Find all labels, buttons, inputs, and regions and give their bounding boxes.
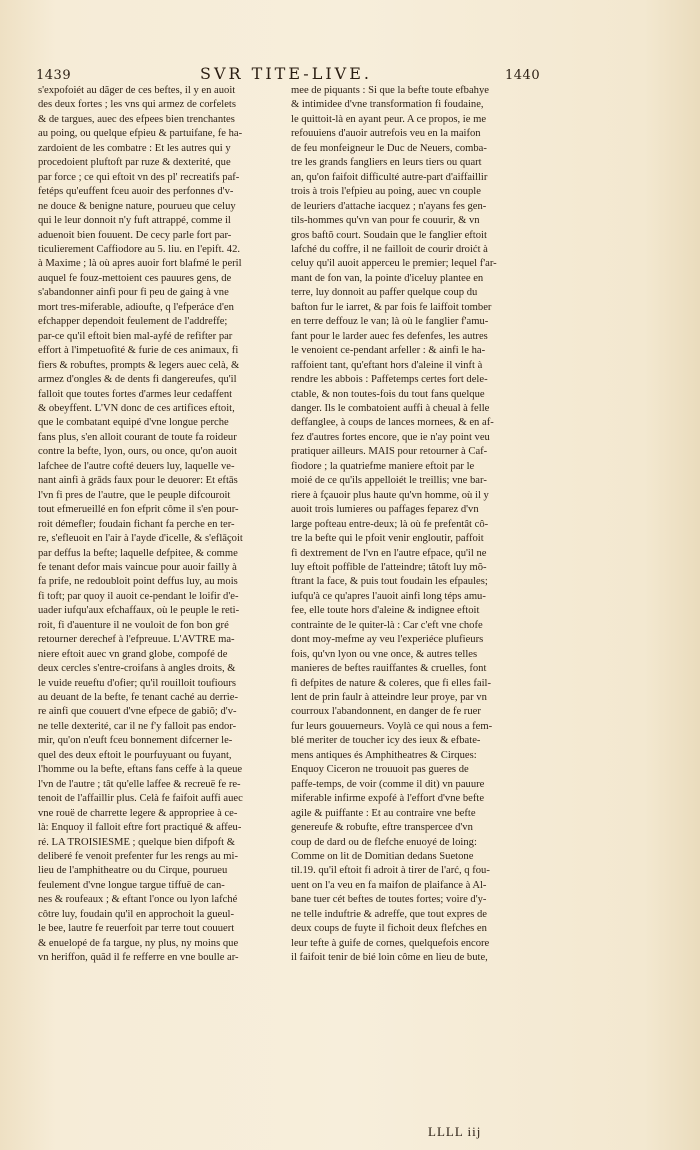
text-line: paffe-temps, de voir (comme il dit) vn pauure <box>291 778 485 790</box>
text-line: mens antiques és Amphitheatres & Cirques: <box>291 749 477 761</box>
text-line: nant ainfi à grāds faux pour le deuorer: Et eftās <box>38 475 238 487</box>
text-line: fi dextrement de l'vn en l'autre efpace, qu'il ne <box>291 547 487 559</box>
text-line: en terre deffouz le van; là où le fanglier f'amu- <box>291 316 489 328</box>
text-line: roit, fi d'auenture il ne vouloit de fon bon gré <box>38 619 229 631</box>
text-line: blé meriter de toucher icy des ieux & efbate- <box>291 735 481 747</box>
text-line: trois à trois l'efpieu au poing, auec vn couple <box>291 186 481 198</box>
left-text-column <box>38 84 270 966</box>
text-line: lieu de l'amphitheatre ou du Cirque, pourueu <box>38 865 228 877</box>
text-line: fans plus, s'en alloit courant de toute fa roideur <box>38 431 237 443</box>
text-line: zardoient de les combatre : Et les autres qui y <box>38 142 231 154</box>
text-line: fiodore ; la quatriefme maniere eftoit par le <box>291 460 475 472</box>
text-line: ctable, & non toutes-fois du tout fans quelque <box>291 388 485 400</box>
text-line: pratiquer ailleurs. MAIS pour retourner à Caf- <box>291 446 488 458</box>
text-line: quel des deux eftoit le pourfuyuant ou fuyant, <box>38 749 232 761</box>
text-line: retourner derechef à l'efpreuue. L'AVTRE ma- <box>38 634 235 646</box>
text-line: bane tuer cét beftes de toutes fortes; voire d'y- <box>291 894 487 906</box>
text-line: tre les grands fangliers en leurs tiers ou quart <box>291 157 482 169</box>
text-line: tils-hommes qu'vn van pour fe couurir, & vn <box>291 215 480 227</box>
text-line: fa prife, ne redoubloit point deffus luy, au mois <box>38 576 238 588</box>
text-line: ticulierement Caffiodore au 5. liu. en l'epift. 42. <box>38 243 241 255</box>
text-line: danger. Ils le combatoient auffi à cheual à felle <box>291 402 490 414</box>
text-line: qui le leur donnoit n'y fuft attrappé, comme il <box>38 215 231 227</box>
text-line: & obeyffent. L'VN donc de ces artifices eftoit, <box>38 402 235 414</box>
text-line: fant pour le larder auec fes defenfes, les autres <box>291 330 488 342</box>
text-line: le venoient ce-pendant arfeller : & ainfi le ha- <box>291 345 486 357</box>
text-line: uader iufqu'aux efchaffaux, où le peuple le reti- <box>38 605 240 617</box>
text-line: moié de ce qu'ils appelloiét le treillis; vne bar- <box>291 475 487 487</box>
text-line: de leuriers d'attache iacquez ; n'ayans fes gen- <box>291 200 487 212</box>
text-line: miferable infirme expofé à l'effort d'vne befte <box>291 793 485 805</box>
text-line: s'expofoiét au dãger de ces beftes, il y en auoit <box>38 85 236 96</box>
text-line: nes & roufeaux ; & eftant l'once ou lyon lafché <box>38 894 238 906</box>
text-line: fois, qu'vn lyon ou vne once, & autres telles <box>291 648 478 660</box>
text-line: au deuant de la befte, fe tenant caché au derrie- <box>38 692 238 704</box>
signature-mark: LLLL iij <box>428 1124 482 1139</box>
text-line: riere à fçauoir plus haute qu'vn homme, où il y <box>291 489 489 501</box>
text-line: à Maxime ; là où apres auoir fort blafmé le peril <box>38 258 242 270</box>
text-line: l'vn de l'autre ; tât qu'elle laffee & recreuë fe re- <box>38 778 241 790</box>
text-line: falloit que toutes fortes d'armes leur cedaffent <box>38 388 233 400</box>
text-line: l'vn fi pres de l'autre, que le peuple difcouroit <box>38 489 231 501</box>
text-line: le vuide reueftu d'ofier; qu'il rouilloit toufiours <box>38 677 236 689</box>
text-line: procedoient pluftoft par ruze & dexterité, que <box>38 157 231 169</box>
text-line: ne telle dexterité, car il ne f'y falloit pas endor- <box>38 720 237 732</box>
text-line: Comme on lit de Domitian dedans Suetone <box>291 851 474 863</box>
text-line: par deffus la befte; laquelle defpitee, & comme <box>38 547 238 559</box>
text-line: l'homme ou la befte, eftans fans ceffe à la queue <box>38 764 243 776</box>
text-line: deux coups de fuyte il fichoit deux flefches en <box>291 923 487 935</box>
text-line: re, s'efleuoit en l'air à l'ayde d'icelle, & s'eflāçoit <box>38 533 243 545</box>
text-line: roit démefler; foudain fichant fa perche en ter- <box>38 518 235 530</box>
text-line: uent on l'a veu en fa maifon de plaifance à Al- <box>291 879 487 891</box>
text-line: auoit trois lumieres ou paffages feparez d'vn <box>291 504 479 516</box>
text-line: deliberé fe venoit prefenter fur les rengs au mi- <box>38 851 239 863</box>
text-line: terre, luy donnoit au paffer quelque coup du <box>291 287 478 299</box>
text-line: par force ; ce qui eftoit vn des pl' recreatifs paf- <box>38 171 240 183</box>
text-line: manieres de beftes rauiffantes & cruelles, font <box>291 663 487 675</box>
text-line: vn heriffon, quãd il fe refferre en vne boulle ar- <box>38 952 239 964</box>
right-text-column <box>291 84 523 966</box>
text-line: & enuelopé de fa targue, ny plus, ny moins que <box>38 937 239 949</box>
text-line: re ainfi que couuert d'vne efpece de gabiõ; d'v- <box>38 706 237 718</box>
text-line: large pofteau entre-deux; là où fe prefentât cô- <box>291 518 489 530</box>
text-line: fi defpites de nature & coleres, que fi elles fail- <box>291 677 492 689</box>
text-line: ré. LA TROISIESME ; quelque bien difpoft & <box>38 836 235 848</box>
text-line: til.19. qu'il eftoit fi adroit à tirer de l'arć, q fou- <box>291 865 490 877</box>
text-line: fur leurs gouuerneurs. Voylà ce qui nous a fem- <box>291 720 493 732</box>
text-line: fetéps qu'euffent fceu auoir des perfonnes d'v- <box>38 186 234 198</box>
text-line: que le combatant equipé d'vne longue perche <box>38 417 229 429</box>
text-line: par-ce qu'il eftoit bien mal-ayfé de refifter par <box>38 330 233 342</box>
text-line: armez d'ongles & de dents fi dangereufes, qu'il <box>38 374 237 386</box>
text-line: coup de dard ou de flefche enuoyé de loing: <box>291 836 477 848</box>
text-line: lent de prin faulr à atteindre leur proye, par vn <box>291 692 487 704</box>
text-line: de feu monfeigneur le Duc de Neuers, comba- <box>291 142 487 154</box>
text-line: ne douce & benigne nature, pourueu que celuy <box>38 200 236 212</box>
text-line: mee de piquants : Si que la befte toute efbahye <box>291 85 489 96</box>
text-line: mant de fon van, la pointe d'iceluy plantee en <box>291 272 484 284</box>
text-line: gros baftõ court. Soudain que le fanglier eftoit <box>291 229 487 241</box>
text-line: vne rouë de charrette legere & appropriee à ce- <box>38 807 238 819</box>
text-line: deffanglee, à coups de lances mornees, & en af- <box>291 417 494 429</box>
text-line: courroux l'abandonnent, en danger de fe ruer <box>291 706 481 718</box>
text-line: tre la befte qui le pfoit venir engloutir, paffoit <box>291 533 484 545</box>
text-line: fez d'autres fortes encore, que ie n'ay point veu <box>291 431 490 443</box>
text-line: le quittoit-là en ayant peur. A ce propos, ie me <box>291 113 487 125</box>
text-line: effort à l'impetuofité & furie de ces animaux, fi <box>38 345 239 357</box>
text-line: & intimidee d'vne transformation fi foudaine, <box>291 99 484 111</box>
text-line: s'abandonner ainfi pour fi peu de gaing à vne <box>38 287 229 299</box>
text-line: fiers & robuftes, prompts & legers auec celà, & <box>38 359 240 371</box>
text-line: Enquoy Ciceron ne trouuoit pas gueres de <box>291 764 469 776</box>
text-line: celuy qu'il auoit apperceu le premier; lequel f'ar- <box>291 258 497 270</box>
text-line: contrainte de le quiter-là : Car c'eft vne chofe <box>291 619 483 631</box>
right-page-number: 1440 <box>505 68 541 83</box>
text-line: aduenoit bien fouuent. De cecy parle fort par- <box>38 229 232 241</box>
text-line: au poing, ou quelque efpieu & partuifane, fe ha- <box>38 128 243 140</box>
text-line: côtre luy, foudain qu'il en approchoit la gueul- <box>38 908 234 920</box>
text-line: agile & puiffante : Et au contraire vne befte <box>291 807 476 819</box>
text-line: & de targues, auec des efpees bien trenchantes <box>38 113 235 125</box>
text-line: fe tenant defor mais vaincue pour auoir failly à <box>38 561 237 573</box>
text-line: ne telle induftrie & adreffe, que tout expres de <box>291 908 488 920</box>
text-line: genereufe & robufte, eftre transpercee d'vn <box>291 822 473 834</box>
text-line: lafché du coffre, il ne failloit de courir droićt à <box>291 243 488 255</box>
text-line: an, qu'on faifoit difficulté autre-part d'aiffaillir <box>291 171 488 183</box>
text-line: contre la befte, lyon, ours, ou once, qu'on auoit <box>38 446 238 458</box>
text-line: tenoit de l'affaillir plus. Celà fe faifoit auffi auec <box>38 793 243 805</box>
text-line: bafton fur le iarret, & par fois fe laiffoit tomber <box>291 301 492 313</box>
text-line: tout efmerueillé en fon efprit côme il s'en pour- <box>38 504 239 516</box>
text-line: ftrant la face, & puis tout foudain les efpaules; <box>291 576 488 588</box>
text-line: rendre les abbois : Paffetemps certes fort dele- <box>291 374 488 386</box>
text-line: mort tres-miferable, adioufte, q l'efperáce d'en <box>38 301 234 313</box>
text-line: là: Enquoy il falloit eftre fort practiqué & affeu- <box>38 822 242 834</box>
text-line: leur tefte à guife de cornes, quelquefois encore <box>291 937 490 949</box>
text-line: luy eftoit poffible de l'atteindre; tãtoft luy mõ- <box>291 561 487 573</box>
text-line: iufqu'à ce qu'apres l'auoit ainfi long téps amu- <box>291 590 486 602</box>
running-title: SVR TITE-LIVE. <box>200 64 372 83</box>
text-line: deux cercles s'entre-croifans à angles droits, & <box>38 663 236 675</box>
text-line: dont moy-mefme ay veu l'experiéce plufieurs <box>291 634 484 646</box>
text-line: fi toft; par quoy il auoit ce-pendant le loifir d'e- <box>38 590 239 602</box>
text-line: refouuiens d'auoir autrefois veu en la maifon <box>291 128 481 140</box>
text-line: auquel fe fouz-mettoient ces pauures gens, de <box>38 272 232 284</box>
text-line: fee, elle toute hors d'aleine & indignee eftoit <box>291 605 480 617</box>
text-line: il faifoit tenir de bié loin côme en lieu de bute, <box>291 952 488 964</box>
text-line: niere eftoit auec vn grand globe, compofé de <box>38 648 228 660</box>
text-line: efchapper dependoit feulement de l'addreffe; <box>38 316 228 328</box>
text-line: le bee, lautre fe reuerfoit par terre tout couuert <box>38 923 235 935</box>
left-page-number: 1439 <box>36 68 72 83</box>
text-line: lafchee de l'autre cofté deuers luy, laquelle ve- <box>38 460 235 472</box>
text-line: des deux fortes ; les vns qui armez de corfelets <box>38 99 236 111</box>
text-line: feulement d'vne longue targue tiffuë de can- <box>38 879 225 891</box>
text-line: raffoient tant, qu'eftant hors d'aleine il vinft à <box>291 359 483 371</box>
text-line: mir, qu'on n'euft fceu bonnement difcerner le- <box>38 735 233 747</box>
